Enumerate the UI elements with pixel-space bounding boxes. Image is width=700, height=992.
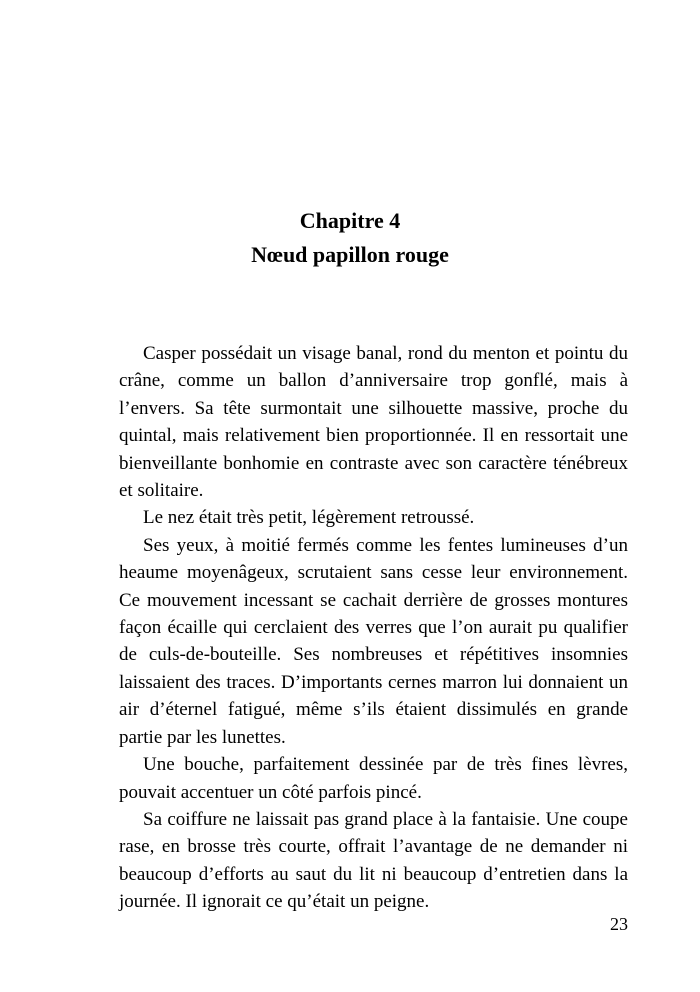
paragraph: Ses yeux, à moitié fermés comme les fentes lumineuses d’un heaume moyenâgeux, scrutaient sans cesse leur environnement. Ce mouvement incessant se cachait derrière de grosses montures façon écaille qui cerclaient des verres que l’on aurait pu qualifier de culs-de-bouteille. Ses nombreuses et répétitives insomnies laissaient des traces. D’importants cernes marron lui donnaient un air d’éternel fatigué, même s’ils étaient dissimulés en grande partie par les lunettes. — [119, 534, 628, 748]
paragraph: Sa coiffure ne laissait pas grand place à la fantaisie. Une coupe rase, en brosse très courte, offrait l’avantage de ne demander ni beaucoup d’efforts au saut du lit ni beaucoup d’entretien dans la journée. Il ignorait ce qu’était un peigne. — [119, 808, 628, 913]
paragraph: Une bouche, parfaitement dessinée par de très fines lèvres, pouvait accentuer un côté parfois pincé. — [119, 754, 628, 803]
chapter-body — [119, 340, 628, 916]
chapter-number: Chapitre 4 — [299, 208, 401, 233]
paragraph: Le nez était très petit, légèrement retroussé. — [143, 507, 475, 529]
chapter-title: Nœud papillon rouge — [251, 242, 449, 267]
page-number: 23 — [610, 914, 628, 934]
paragraph: Casper possédait un visage banal, rond du menton et pointu du crâne, comme un ballon d’anniversaire trop gonflé, mais à l’envers. Sa tête surmontait une silhouette massive, proche du quintal, mais relativement bien proportionnée. Il en ressortait une bienveillante bonhomie en contraste avec son caractère ténébreux et solitaire. — [119, 343, 628, 502]
